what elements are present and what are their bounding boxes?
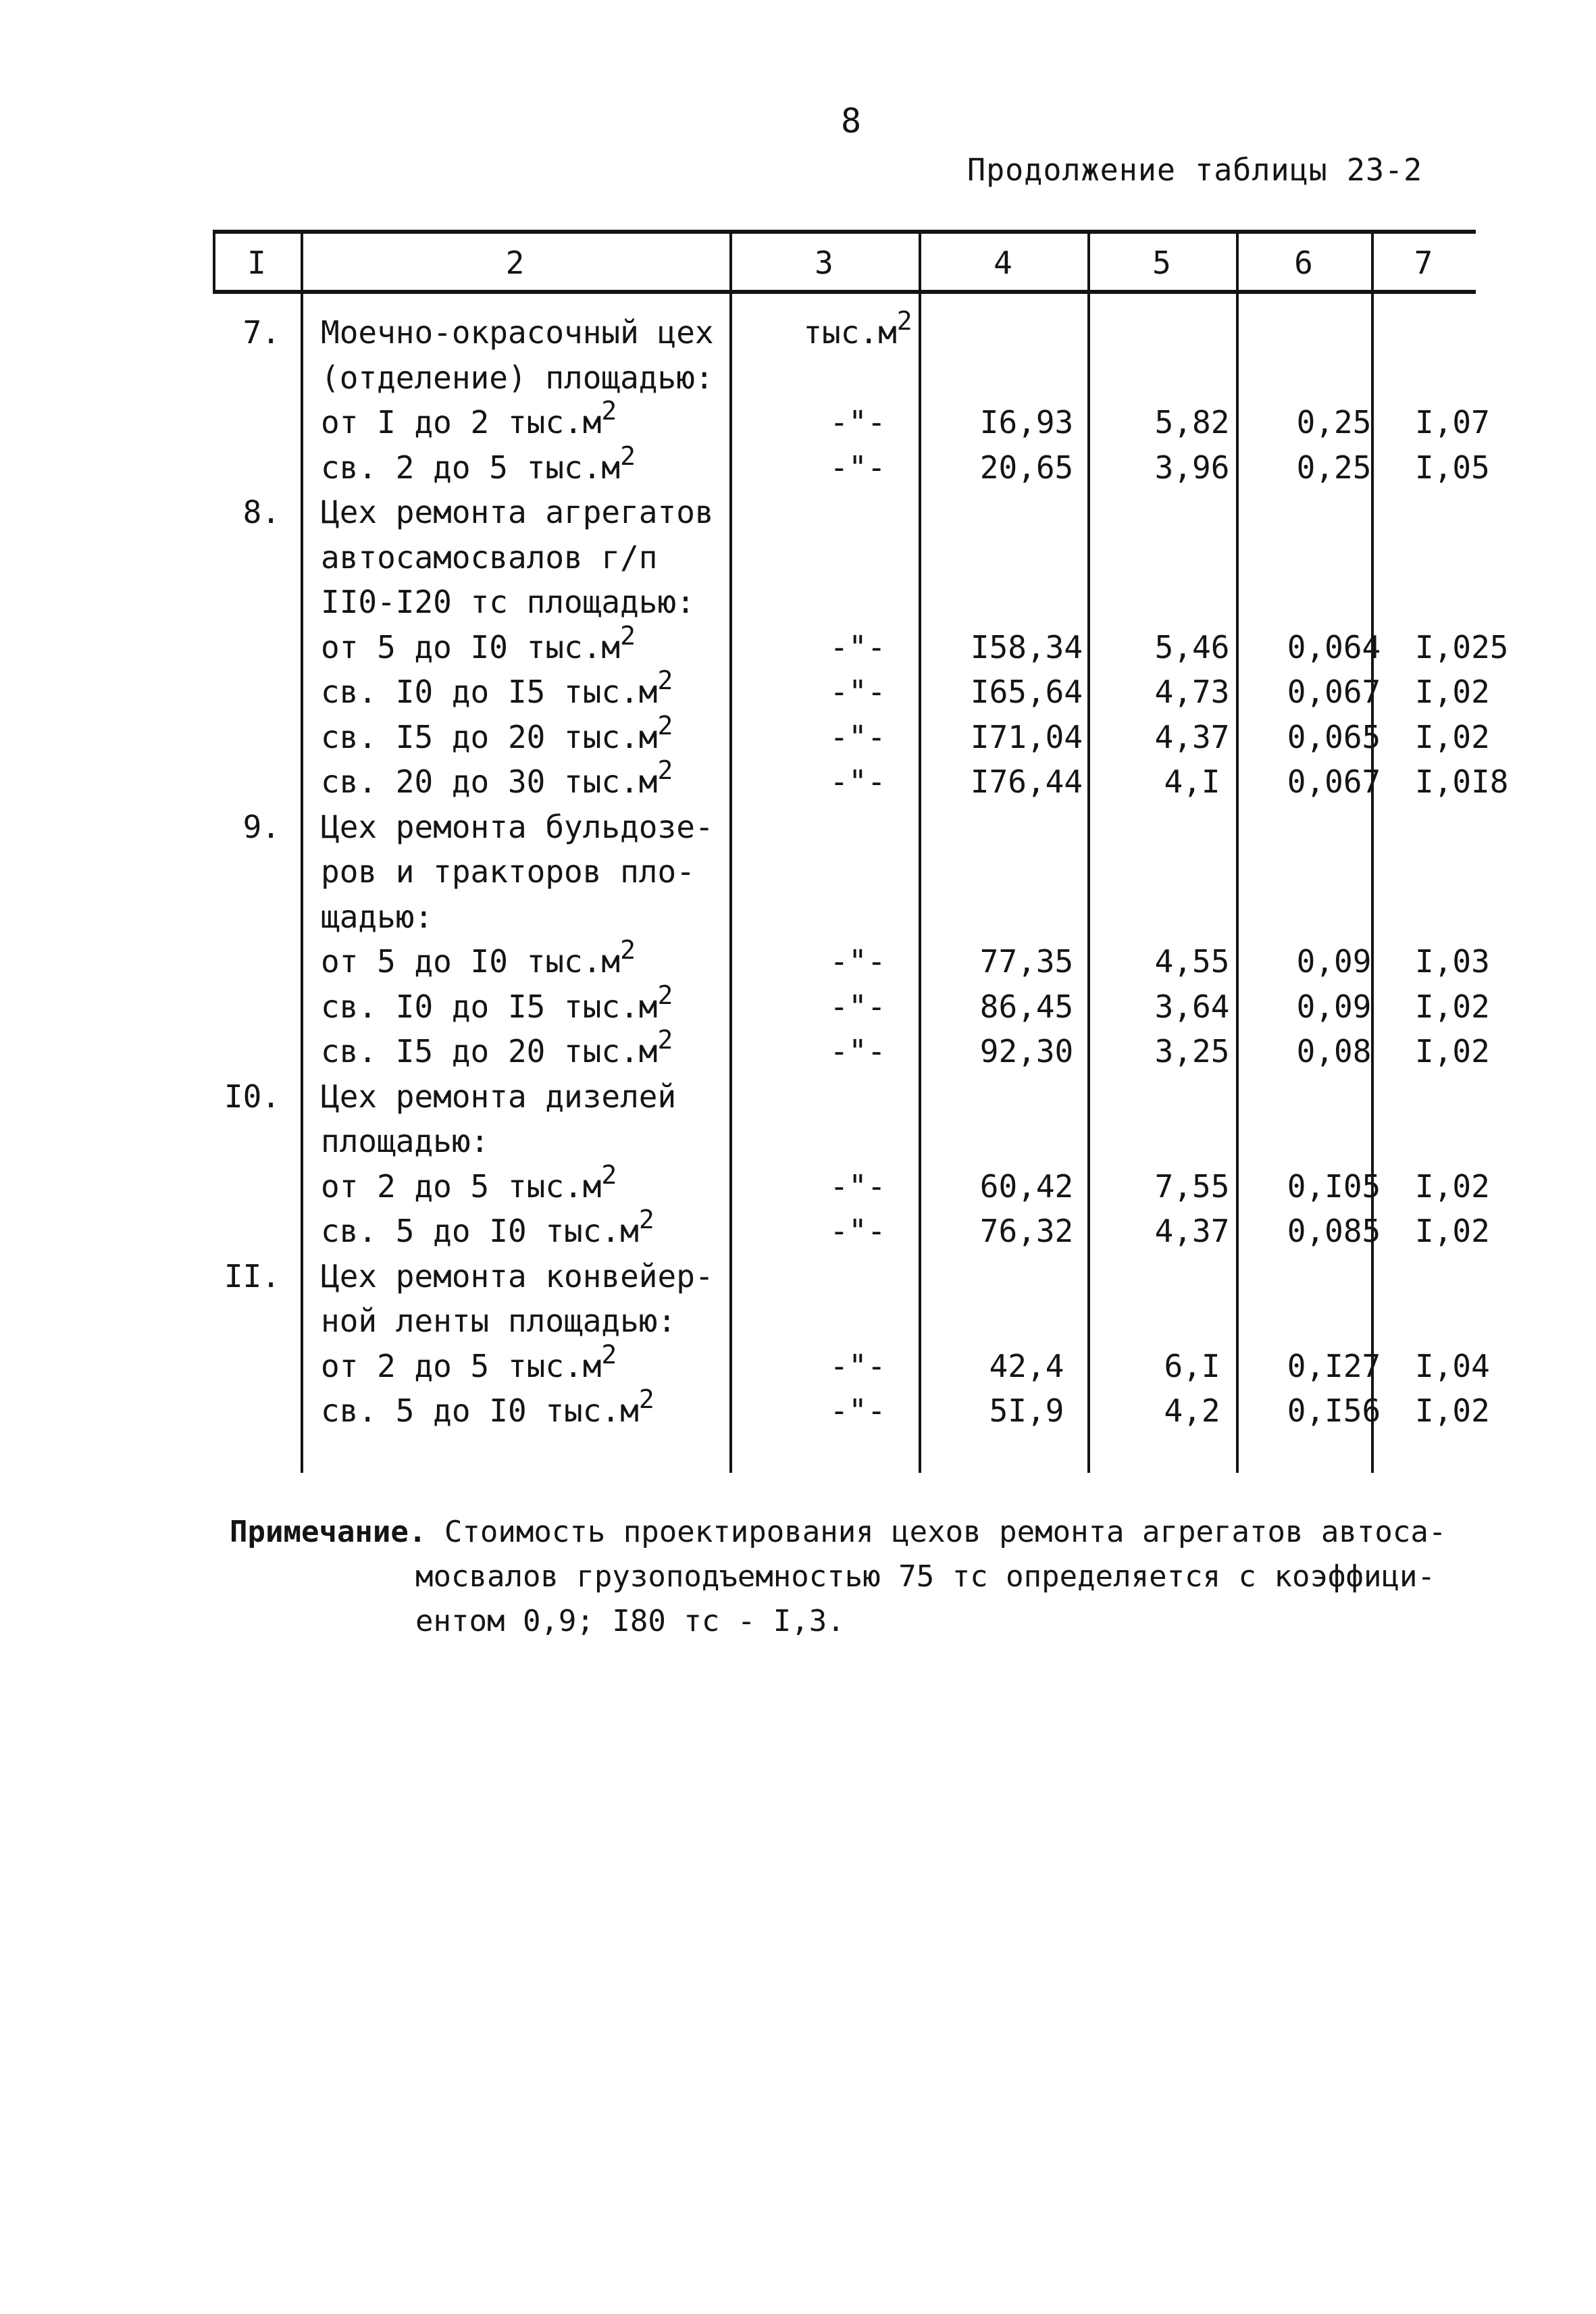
row-col-7: I,02 bbox=[1415, 1392, 1490, 1429]
header-cell-4: 4 bbox=[994, 245, 1012, 281]
row-name: от 5 до I0 $тыс.м^2$ bbox=[321, 620, 636, 665]
row-col-7: I,02 bbox=[1415, 1213, 1490, 1249]
row-name: ной ленты площадью: bbox=[321, 1303, 677, 1339]
row-name: Цех ремонта конвейер- bbox=[321, 1257, 714, 1294]
row-number: I0. bbox=[224, 1078, 280, 1115]
row-col-4: 77,35 bbox=[979, 943, 1074, 980]
row-col-6: 0,I05 bbox=[1287, 1167, 1381, 1205]
row-unit: -"- bbox=[829, 1167, 886, 1205]
row-name: св. 5 до I0 $тыс.м^2$ bbox=[321, 1205, 654, 1249]
row-col-6: 0,09 bbox=[1296, 988, 1372, 1025]
row-name: Моечно-окрасочный цех bbox=[321, 314, 714, 351]
row-unit: -"- bbox=[829, 674, 886, 710]
row-name: Цех ремонта дизелей bbox=[321, 1078, 677, 1115]
note-label: Примечание. bbox=[230, 1515, 427, 1549]
header-cell-6: 6 bbox=[1294, 245, 1313, 281]
row-name: св. I5 до 20 $тыс.м^2$ bbox=[321, 710, 673, 755]
row-col-5: 3,25 bbox=[1154, 1033, 1230, 1070]
table-row bbox=[213, 755, 1509, 808]
row-col-5: 4,73 bbox=[1154, 674, 1230, 710]
row-col-5: 5,82 bbox=[1154, 404, 1230, 441]
table-row bbox=[213, 1384, 1490, 1437]
row-name: щадью: bbox=[321, 898, 434, 935]
row-name: площадью: bbox=[321, 1123, 490, 1159]
row-col-7: I,04 bbox=[1415, 1347, 1490, 1384]
row-col-4: I58,34 bbox=[970, 628, 1083, 665]
table-row bbox=[213, 359, 1476, 404]
table-row bbox=[213, 935, 1490, 988]
row-col-7: I,025 bbox=[1415, 628, 1509, 665]
row-col-4: 92,30 bbox=[979, 1033, 1074, 1070]
page-number: 8 bbox=[841, 101, 862, 141]
row-name: Цех ремонта бульдозе- bbox=[321, 808, 714, 845]
row-col-6: 0,064 bbox=[1287, 628, 1381, 665]
row-col-7: I,02 bbox=[1415, 988, 1490, 1025]
row-name: св. I5 до 20 $тыс.м^2$ bbox=[321, 1025, 673, 1070]
row-col-7: I,02 bbox=[1415, 1167, 1490, 1205]
header-cell-5: 5 bbox=[1152, 245, 1171, 281]
row-col-6: 0,25 bbox=[1296, 404, 1372, 441]
row-name: (отделение) площадью: bbox=[321, 359, 714, 396]
header-cell-1: I bbox=[247, 245, 266, 281]
row-col-7: I,03 bbox=[1415, 943, 1490, 980]
row-col-5: 4,I bbox=[1164, 763, 1220, 800]
row-number: 9. bbox=[242, 808, 280, 845]
note-line-2: мосвалов грузоподъемностью 75 тс определяется с коэффици- bbox=[415, 1559, 1435, 1594]
row-unit: -"- bbox=[829, 449, 886, 486]
row-unit: -"- bbox=[829, 1347, 886, 1384]
note bbox=[230, 1510, 1513, 1644]
row-col-6: 0,067 bbox=[1287, 763, 1381, 800]
table-row bbox=[213, 809, 1476, 853]
row-col-4: 5I,9 bbox=[989, 1392, 1064, 1429]
row-name: от I до 2 $тыс.м^2$ bbox=[321, 396, 617, 441]
row-col-4: 86,45 bbox=[979, 988, 1074, 1025]
table-row bbox=[213, 620, 1509, 674]
row-col-5: 5,46 bbox=[1154, 628, 1230, 665]
row-col-6: 0,I27 bbox=[1287, 1347, 1381, 1384]
row-col-5: 4,55 bbox=[1154, 943, 1230, 980]
table-row bbox=[213, 980, 1490, 1033]
row-col-5: 6,I bbox=[1164, 1347, 1220, 1384]
row-unit: -"- bbox=[829, 1033, 886, 1070]
table-row bbox=[213, 853, 1476, 898]
row-col-5: 4,2 bbox=[1164, 1392, 1220, 1429]
row-col-4: 20,65 bbox=[979, 449, 1074, 486]
row-unit: -"- bbox=[829, 988, 886, 1025]
row-name: св. 2 до 5 $тыс.м^2$ bbox=[321, 441, 636, 486]
row-col-5: 3,64 bbox=[1154, 988, 1230, 1025]
row-number: 7. bbox=[242, 314, 280, 351]
row-col-6: 0,25 bbox=[1296, 449, 1372, 486]
row-col-6: 0,085 bbox=[1287, 1213, 1381, 1249]
row-name: автосамосвалов г/п bbox=[321, 538, 658, 576]
table-row bbox=[213, 1078, 1476, 1123]
row-col-7: I,02 bbox=[1415, 674, 1490, 710]
row-col-5: 4,37 bbox=[1154, 718, 1230, 755]
table-row bbox=[213, 899, 1476, 943]
row-col-4: I6,93 bbox=[979, 404, 1074, 441]
row-unit: -"- bbox=[829, 404, 886, 441]
table-row bbox=[213, 306, 1476, 359]
row-unit: -"- bbox=[829, 628, 886, 665]
row-unit: $тыс.м^2$ bbox=[803, 306, 912, 351]
row-unit: -"- bbox=[829, 718, 886, 755]
row-col-7: I,0I8 bbox=[1415, 763, 1509, 800]
note-line-3: ентом 0,9; I80 тс - I,3. bbox=[415, 1604, 845, 1638]
header-cell-2: 2 bbox=[505, 245, 525, 281]
row-col-6: 0,09 bbox=[1296, 943, 1372, 980]
table-row bbox=[213, 539, 1476, 584]
table-row bbox=[213, 441, 1490, 494]
row-col-6: 0,08 bbox=[1296, 1033, 1372, 1070]
row-col-7: I,05 bbox=[1415, 449, 1490, 486]
row-col-4: 60,42 bbox=[979, 1167, 1074, 1205]
header-cell-3: 3 bbox=[815, 245, 833, 281]
table-row bbox=[213, 1025, 1490, 1078]
row-name: св. I0 до I5 $тыс.м^2$ bbox=[321, 980, 673, 1025]
table bbox=[213, 230, 1509, 1473]
header-cell-7: 7 bbox=[1414, 245, 1433, 281]
row-name: св. 20 до 30 $тыс.м^2$ bbox=[321, 755, 673, 800]
row-col-4: 76,32 bbox=[979, 1213, 1074, 1249]
table-row bbox=[213, 1339, 1490, 1392]
note-line-1: Стоимость проектирования цехов ремонта агрегатов автоса- bbox=[444, 1515, 1447, 1549]
row-col-5: 7,55 bbox=[1154, 1167, 1230, 1205]
row-number: 8. bbox=[242, 494, 280, 530]
row-name: Цех ремонта агрегатов bbox=[321, 494, 714, 530]
row-name: ров и тракторов пло- bbox=[321, 853, 695, 890]
row-unit: -"- bbox=[829, 1213, 886, 1249]
row-col-5: 3,96 bbox=[1154, 449, 1230, 486]
row-col-6: 0,067 bbox=[1287, 674, 1381, 710]
table-row bbox=[213, 1303, 1476, 1347]
table-row bbox=[213, 1123, 1476, 1167]
row-col-6: 0,I56 bbox=[1287, 1392, 1381, 1429]
row-col-6: 0,065 bbox=[1287, 718, 1381, 755]
row-name: св. I0 до I5 $тыс.м^2$ bbox=[321, 665, 673, 710]
row-unit: -"- bbox=[829, 1392, 886, 1429]
row-col-4: I65,64 bbox=[970, 674, 1083, 710]
row-name: от 2 до 5 $тыс.м^2$ bbox=[321, 1159, 617, 1205]
table-row bbox=[213, 665, 1490, 718]
table-row bbox=[213, 1205, 1490, 1257]
row-col-5: 4,37 bbox=[1154, 1213, 1230, 1249]
row-col-7: I,02 bbox=[1415, 1033, 1490, 1070]
row-col-4: I76,44 bbox=[970, 763, 1083, 800]
row-name: II0-I20 тс площадью: bbox=[321, 584, 695, 620]
row-col-7: I,02 bbox=[1415, 718, 1490, 755]
row-name: св. 5 до I0 $тыс.м^2$ bbox=[321, 1384, 654, 1429]
table-row bbox=[213, 396, 1490, 449]
row-col-4: I71,04 bbox=[970, 718, 1083, 755]
table-row bbox=[213, 1159, 1490, 1213]
table-row bbox=[213, 1258, 1476, 1303]
row-number: II. bbox=[224, 1257, 280, 1294]
continuation-title: Продолжение таблицы 23-2 bbox=[967, 152, 1423, 188]
row-name: от 5 до I0 $тыс.м^2$ bbox=[321, 935, 636, 980]
row-unit: -"- bbox=[829, 943, 886, 980]
table-row bbox=[213, 710, 1490, 763]
row-name: от 2 до 5 $тыс.м^2$ bbox=[321, 1339, 617, 1384]
row-col-7: I,07 bbox=[1415, 404, 1490, 441]
row-unit: -"- bbox=[829, 763, 886, 800]
table-row bbox=[213, 494, 1476, 538]
row-col-4: 42,4 bbox=[989, 1347, 1064, 1384]
table-row bbox=[213, 584, 1476, 628]
